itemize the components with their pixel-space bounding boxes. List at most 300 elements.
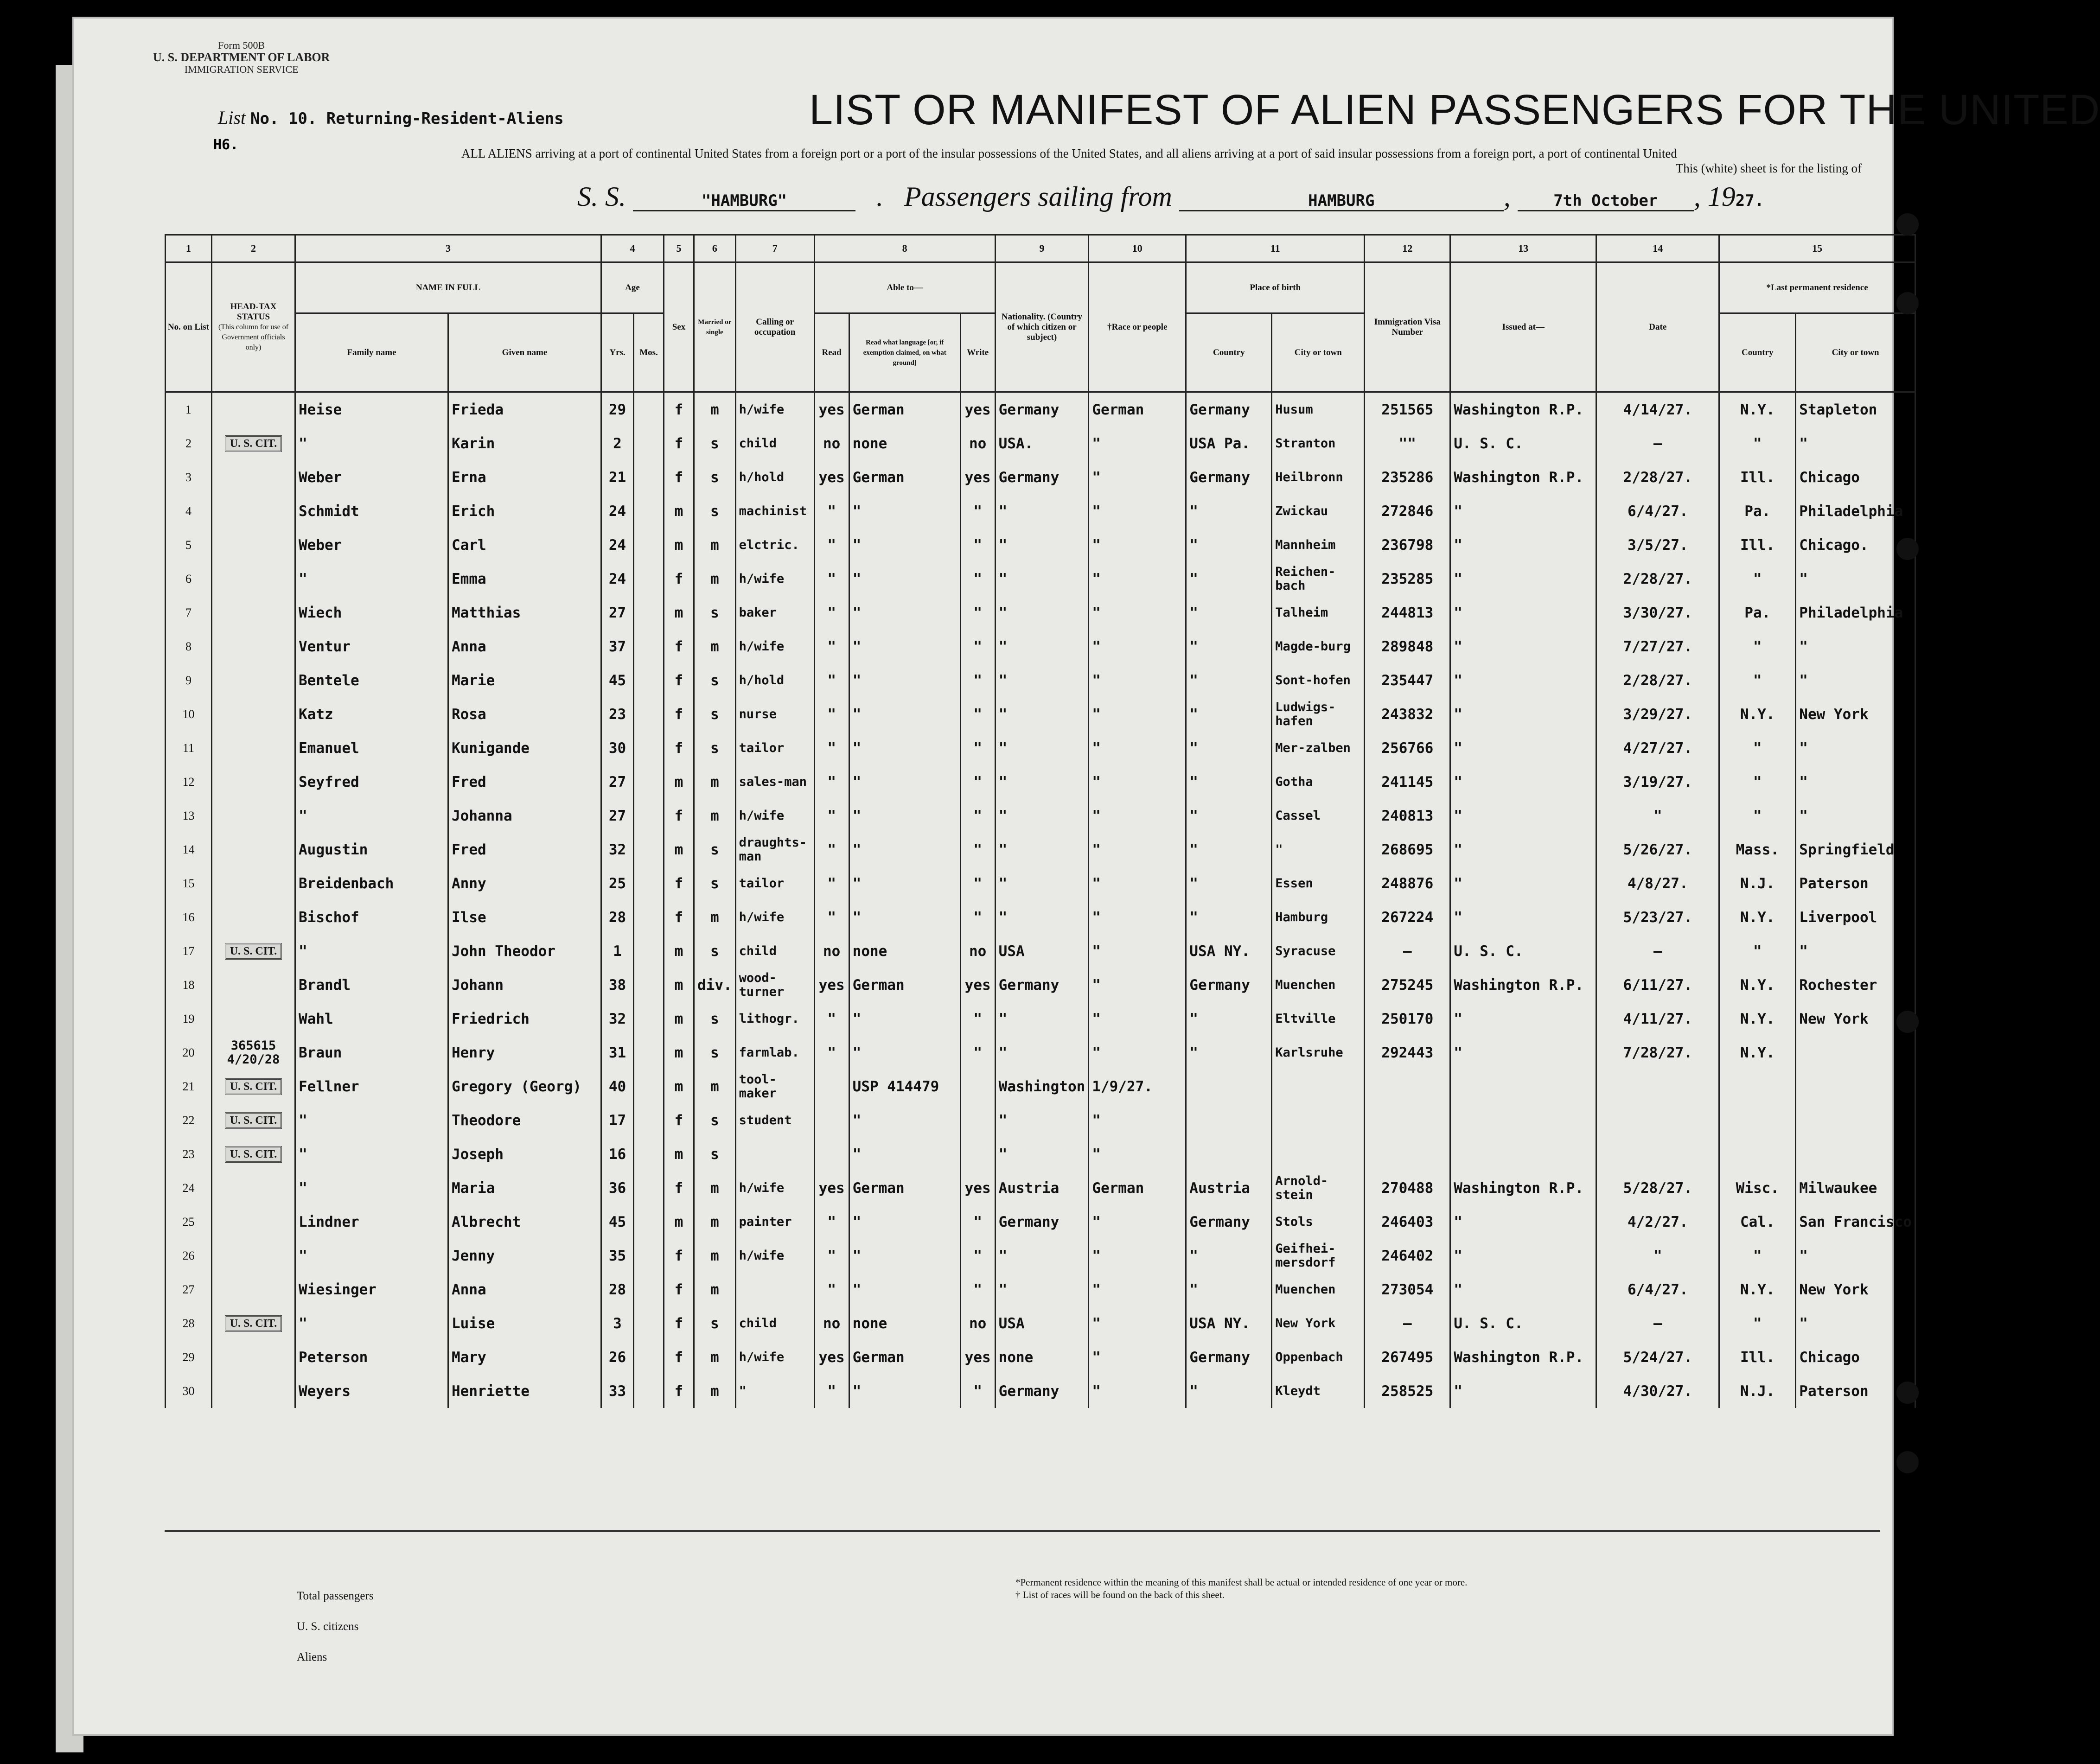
cell-lang: " bbox=[849, 731, 960, 765]
header-visa: Immigration Visa Number bbox=[1365, 262, 1450, 392]
cell-race: " bbox=[1089, 1103, 1186, 1137]
cell-rcity: " bbox=[1796, 630, 1915, 663]
cell-occ: tailor bbox=[735, 731, 814, 765]
cell-rcountry: Mass. bbox=[1719, 833, 1796, 866]
cell-sex: f bbox=[664, 1340, 694, 1374]
cell-race: " bbox=[1089, 968, 1186, 1002]
cell-occ: painter bbox=[735, 1205, 814, 1239]
cell-lang: " bbox=[849, 494, 960, 528]
cell-issued: U. S. C. bbox=[1450, 427, 1596, 460]
cell-date: 5/24/27. bbox=[1596, 1340, 1719, 1374]
cell-nat: " bbox=[995, 765, 1089, 799]
cell-date: 2/28/27. bbox=[1596, 460, 1719, 494]
cell-family: " bbox=[295, 1239, 448, 1273]
cell-read: " bbox=[814, 833, 849, 866]
cell-rcity: Chicago bbox=[1796, 460, 1915, 494]
cell-nat: " bbox=[995, 697, 1089, 731]
cell-given: Theodore bbox=[448, 1103, 601, 1137]
cell-family: Peterson bbox=[295, 1340, 448, 1374]
cell-date: " bbox=[1596, 799, 1719, 833]
cell-write: yes bbox=[960, 1171, 995, 1205]
cell-visa bbox=[1365, 1070, 1450, 1103]
cell-write: " bbox=[960, 494, 995, 528]
us-cit-stamp: U. S. CIT. bbox=[225, 435, 282, 452]
header-name-in-full: NAME IN FULL bbox=[295, 262, 601, 313]
cell-race: " bbox=[1089, 1340, 1186, 1374]
cell-issued: " bbox=[1450, 833, 1596, 866]
cell-lang: " bbox=[849, 1103, 960, 1137]
cell-no: 25 bbox=[166, 1205, 212, 1239]
cell-occ: h/wife bbox=[735, 799, 814, 833]
cell-bcity: Kleydt bbox=[1272, 1374, 1365, 1408]
cell-family: Breidenbach bbox=[295, 866, 448, 900]
binding-hole bbox=[1896, 538, 1919, 560]
cell-yrs: 38 bbox=[601, 968, 634, 1002]
cell-race: " bbox=[1089, 528, 1186, 562]
table-row bbox=[166, 1374, 1915, 1408]
cell-yrs: 25 bbox=[601, 866, 634, 900]
total-passengers-label: Total passengers bbox=[297, 1590, 374, 1602]
header-married: Married or single bbox=[694, 262, 736, 392]
cell-bcountry: " bbox=[1186, 697, 1272, 731]
cell-mos bbox=[634, 596, 664, 630]
cell-no: 24 bbox=[166, 1171, 212, 1205]
cell-lang: " bbox=[849, 596, 960, 630]
cell-issued: " bbox=[1450, 494, 1596, 528]
cell-lang: German bbox=[849, 968, 960, 1002]
cell-given: John Theodor bbox=[448, 934, 601, 968]
cell-mos bbox=[634, 1340, 664, 1374]
header-mos: Mos. bbox=[634, 313, 664, 392]
cell-visa: 268695 bbox=[1365, 833, 1450, 866]
department-name: U. S. DEPARTMENT OF LABOR bbox=[153, 51, 330, 64]
cell-date: 5/26/27. bbox=[1596, 833, 1719, 866]
sailing-port: HAMBURG bbox=[1179, 191, 1504, 211]
cell-occ bbox=[735, 1137, 814, 1171]
cell-bcity: Heilbronn bbox=[1272, 460, 1365, 494]
cell-mos bbox=[634, 1137, 664, 1171]
cell-rcity: New York bbox=[1796, 697, 1915, 731]
cell-yrs: 32 bbox=[601, 1002, 634, 1036]
cell-given: Anny bbox=[448, 866, 601, 900]
cell-date: — bbox=[1596, 1306, 1719, 1340]
cell-read: " bbox=[814, 697, 849, 731]
cell-lang: " bbox=[849, 1137, 960, 1171]
cell-visa: 258525 bbox=[1365, 1374, 1450, 1408]
cell-yrs: 32 bbox=[601, 833, 634, 866]
cell-given: Gregory (Georg) bbox=[448, 1070, 601, 1103]
cell-visa: 251565 bbox=[1365, 392, 1450, 427]
cell-tax bbox=[212, 562, 295, 596]
cell-nat: USA. bbox=[995, 427, 1089, 460]
table-row bbox=[166, 663, 1915, 697]
cell-given: Johann bbox=[448, 968, 601, 1002]
cell-date: 6/4/27. bbox=[1596, 494, 1719, 528]
cell-rcity: New York bbox=[1796, 1273, 1915, 1306]
header-yrs: Yrs. bbox=[601, 313, 634, 392]
cell-no: 4 bbox=[166, 494, 212, 528]
header-birth-city: City or town bbox=[1272, 313, 1365, 392]
binding-hole bbox=[1896, 1011, 1919, 1033]
cell-family: " bbox=[295, 1103, 448, 1137]
cell-read: yes bbox=[814, 968, 849, 1002]
cell-occ: tool-maker bbox=[735, 1070, 814, 1103]
table-row bbox=[166, 1137, 1915, 1171]
cell-given: Joseph bbox=[448, 1137, 601, 1171]
cell-race: " bbox=[1089, 630, 1186, 663]
cell-date: 5/23/27. bbox=[1596, 900, 1719, 934]
cell-sex: m bbox=[664, 1036, 694, 1070]
cell-rcountry: N.Y. bbox=[1719, 392, 1796, 427]
cell-read: " bbox=[814, 900, 849, 934]
cell-yrs: 28 bbox=[601, 900, 634, 934]
cell-visa: 272846 bbox=[1365, 494, 1450, 528]
cell-write: " bbox=[960, 900, 995, 934]
cell-sex: f bbox=[664, 1171, 694, 1205]
cell-write: no bbox=[960, 934, 995, 968]
cell-rcountry: " bbox=[1719, 663, 1796, 697]
cell-occ: lithogr. bbox=[735, 1002, 814, 1036]
cell-family: " bbox=[295, 427, 448, 460]
cell-given: Maria bbox=[448, 1171, 601, 1205]
cell-nat: Austria bbox=[995, 1171, 1089, 1205]
cell-visa: 256766 bbox=[1365, 731, 1450, 765]
cell-read: " bbox=[814, 630, 849, 663]
cell-tax bbox=[212, 392, 295, 427]
cell-issued: " bbox=[1450, 1239, 1596, 1273]
cell-bcountry: " bbox=[1186, 596, 1272, 630]
cell-date: 4/30/27. bbox=[1596, 1374, 1719, 1408]
cell-issued: " bbox=[1450, 528, 1596, 562]
cell-lang: none bbox=[849, 427, 960, 460]
cell-visa: 246402 bbox=[1365, 1239, 1450, 1273]
cell-rcity: " bbox=[1796, 427, 1915, 460]
cell-lang: " bbox=[849, 1036, 960, 1070]
cell-given: Johanna bbox=[448, 799, 601, 833]
cell-issued: Washington R.P. bbox=[1450, 392, 1596, 427]
table-row bbox=[166, 765, 1915, 799]
cell-occ: elctric. bbox=[735, 528, 814, 562]
cell-ms: m bbox=[694, 630, 736, 663]
cell-yrs: 33 bbox=[601, 1374, 634, 1408]
cell-bcountry bbox=[1186, 1070, 1272, 1103]
cell-ms: s bbox=[694, 494, 736, 528]
cell-ms: m bbox=[694, 562, 736, 596]
cell-occ: h/hold bbox=[735, 460, 814, 494]
cell-yrs: 23 bbox=[601, 697, 634, 731]
sail-date: 7th October bbox=[1518, 191, 1694, 211]
cell-rcity: Stapleton bbox=[1796, 392, 1915, 427]
cell-tax bbox=[212, 934, 295, 968]
cell-no: 29 bbox=[166, 1340, 212, 1374]
subtitle-line-2: This (white) sheet is for the listing of bbox=[1675, 161, 1862, 175]
cell-visa: 241145 bbox=[1365, 765, 1450, 799]
cell-issued: " bbox=[1450, 697, 1596, 731]
table-row bbox=[166, 1239, 1915, 1273]
cell-nat: " bbox=[995, 528, 1089, 562]
cell-lang: " bbox=[849, 1273, 960, 1306]
cell-rcountry: " bbox=[1719, 1239, 1796, 1273]
binding-hole bbox=[1896, 213, 1919, 236]
cell-tax bbox=[212, 833, 295, 866]
cell-yrs: 36 bbox=[601, 1171, 634, 1205]
cell-issued: " bbox=[1450, 1205, 1596, 1239]
cell-family: Lindner bbox=[295, 1205, 448, 1239]
cell-read: " bbox=[814, 1002, 849, 1036]
col-num: 10 bbox=[1089, 235, 1186, 262]
cell-bcountry: " bbox=[1186, 494, 1272, 528]
cell-date bbox=[1596, 1137, 1719, 1171]
cell-rcity: Paterson bbox=[1796, 1374, 1915, 1408]
cell-family: Katz bbox=[295, 697, 448, 731]
table-row bbox=[166, 1306, 1915, 1340]
cell-visa: 270488 bbox=[1365, 1171, 1450, 1205]
cell-family: Wahl bbox=[295, 1002, 448, 1036]
cell-bcity: Muenchen bbox=[1272, 1273, 1365, 1306]
cell-given: Kunigande bbox=[448, 731, 601, 765]
cell-bcity: Gotha bbox=[1272, 765, 1365, 799]
cell-race: " bbox=[1089, 1239, 1186, 1273]
cell-no: 26 bbox=[166, 1239, 212, 1273]
cell-rcity: Philadelphia bbox=[1796, 494, 1915, 528]
header-sex: Sex bbox=[664, 262, 694, 392]
cell-bcity: Husum bbox=[1272, 392, 1365, 427]
cell-date: 5/28/27. bbox=[1596, 1171, 1719, 1205]
cell-sex: f bbox=[664, 562, 694, 596]
page-title: LIST OR MANIFEST OF ALIEN PASSENGERS FOR THE UNITED bbox=[809, 86, 2100, 134]
cell-occ: tailor bbox=[735, 866, 814, 900]
cell-mos bbox=[634, 1002, 664, 1036]
cell-read: " bbox=[814, 1273, 849, 1306]
table-row bbox=[166, 630, 1915, 663]
cell-rcity: " bbox=[1796, 663, 1915, 697]
cell-sex: f bbox=[664, 427, 694, 460]
cell-visa: 275245 bbox=[1365, 968, 1450, 1002]
cell-mos bbox=[634, 1374, 664, 1408]
cell-family: Wiesinger bbox=[295, 1273, 448, 1306]
cell-race: " bbox=[1089, 866, 1186, 900]
cell-bcountry: " bbox=[1186, 528, 1272, 562]
cell-given: Friedrich bbox=[448, 1002, 601, 1036]
cell-bcity: Mer-zalben bbox=[1272, 731, 1365, 765]
cell-rcountry: " bbox=[1719, 799, 1796, 833]
cell-sex: m bbox=[664, 765, 694, 799]
cell-nat: " bbox=[995, 1036, 1089, 1070]
list-value: No. 10. Returning-Resident-Aliens bbox=[250, 109, 564, 128]
cell-bcountry: Germany bbox=[1186, 1340, 1272, 1374]
cell-rcity: Chicago. bbox=[1796, 528, 1915, 562]
cell-tax bbox=[212, 1070, 295, 1103]
cell-rcountry: Ill. bbox=[1719, 460, 1796, 494]
col-num: 1 bbox=[166, 235, 212, 262]
table-row bbox=[166, 460, 1915, 494]
cell-ms: m bbox=[694, 392, 736, 427]
cell-nat: Germany bbox=[995, 392, 1089, 427]
us-cit-stamp: U. S. CIT. bbox=[225, 943, 282, 960]
cell-tax bbox=[212, 1205, 295, 1239]
cell-mos bbox=[634, 1205, 664, 1239]
cell-mos bbox=[634, 460, 664, 494]
cell-no: 3 bbox=[166, 460, 212, 494]
cell-race: " bbox=[1089, 1306, 1186, 1340]
cell-bcountry: " bbox=[1186, 866, 1272, 900]
cell-tax: 365615 4/20/28 bbox=[212, 1036, 295, 1070]
cell-ms: m bbox=[694, 1374, 736, 1408]
cell-nat: " bbox=[995, 833, 1089, 866]
cell-bcountry bbox=[1186, 1137, 1272, 1171]
cell-rcity: " bbox=[1796, 1306, 1915, 1340]
cell-occ: h/wife bbox=[735, 900, 814, 934]
cell-yrs: 31 bbox=[601, 1036, 634, 1070]
cell-occ: child bbox=[735, 1306, 814, 1340]
cell-tax bbox=[212, 1002, 295, 1036]
cell-issued: " bbox=[1450, 900, 1596, 934]
cell-read: " bbox=[814, 1239, 849, 1273]
cell-bcity: Karlsruhe bbox=[1272, 1036, 1365, 1070]
us-cit-stamp: U. S. CIT. bbox=[225, 1078, 282, 1095]
col-num: 9 bbox=[995, 235, 1089, 262]
cell-write: " bbox=[960, 528, 995, 562]
cell-issued bbox=[1450, 1137, 1596, 1171]
list-number bbox=[218, 107, 564, 128]
header-read: Read bbox=[814, 313, 849, 392]
cell-lang: " bbox=[849, 799, 960, 833]
cell-tax bbox=[212, 1137, 295, 1171]
ss-label: S. S. bbox=[577, 181, 626, 212]
cell-read: " bbox=[814, 799, 849, 833]
sailing-label: Passengers sailing from bbox=[904, 181, 1172, 212]
cell-bcity: Essen bbox=[1272, 866, 1365, 900]
cell-mos bbox=[634, 1273, 664, 1306]
cell-ms: s bbox=[694, 1137, 736, 1171]
cell-visa: 243832 bbox=[1365, 697, 1450, 731]
cell-tax bbox=[212, 494, 295, 528]
col-num: 4 bbox=[601, 235, 664, 262]
cell-family: Emanuel bbox=[295, 731, 448, 765]
cell-race: " bbox=[1089, 1374, 1186, 1408]
cell-race: German bbox=[1089, 1171, 1186, 1205]
header-read-what: Read what language [or, if exemption claimed, on what ground] bbox=[849, 313, 960, 392]
cell-bcountry: " bbox=[1186, 1273, 1272, 1306]
cell-write: no bbox=[960, 1306, 995, 1340]
cell-sex: f bbox=[664, 1374, 694, 1408]
table-row bbox=[166, 866, 1915, 900]
cell-sex: f bbox=[664, 460, 694, 494]
cell-given: Jenny bbox=[448, 1239, 601, 1273]
table-row bbox=[166, 1103, 1915, 1137]
cell-bcountry: Austria bbox=[1186, 1171, 1272, 1205]
header-race: †Race or people bbox=[1089, 262, 1186, 392]
cell-ms: s bbox=[694, 1002, 736, 1036]
cell-no: 13 bbox=[166, 799, 212, 833]
cell-rcity: Springfield bbox=[1796, 833, 1915, 866]
cell-write: no bbox=[960, 427, 995, 460]
cell-issued: U. S. C. bbox=[1450, 1306, 1596, 1340]
cell-read: " bbox=[814, 663, 849, 697]
us-cit-stamp: U. S. CIT. bbox=[225, 1315, 282, 1332]
cell-sex: m bbox=[664, 1002, 694, 1036]
cell-rcity: Liverpool bbox=[1796, 900, 1915, 934]
cell-given: Erich bbox=[448, 494, 601, 528]
cell-yrs: 26 bbox=[601, 1340, 634, 1374]
cell-lang: German bbox=[849, 1340, 960, 1374]
cell-tax bbox=[212, 1171, 295, 1205]
cell-rcountry bbox=[1719, 1070, 1796, 1103]
table-row bbox=[166, 968, 1915, 1002]
header-birth-country: Country bbox=[1186, 313, 1272, 392]
cell-mos bbox=[634, 697, 664, 731]
cell-family: Schmidt bbox=[295, 494, 448, 528]
cell-write: " bbox=[960, 663, 995, 697]
table-row bbox=[166, 494, 1915, 528]
cell-nat: Germany bbox=[995, 968, 1089, 1002]
cell-given: Anna bbox=[448, 1273, 601, 1306]
table-bottom-rule bbox=[165, 1530, 1880, 1532]
cell-ms: m bbox=[694, 1205, 736, 1239]
cell-date: 6/11/27. bbox=[1596, 968, 1719, 1002]
cell-occ: draughts-man bbox=[735, 833, 814, 866]
cell-yrs: 28 bbox=[601, 1273, 634, 1306]
cell-mos bbox=[634, 765, 664, 799]
cell-family: Bentele bbox=[295, 663, 448, 697]
cell-rcountry: Cal. bbox=[1719, 1205, 1796, 1239]
cell-ms: m bbox=[694, 765, 736, 799]
cell-no: 22 bbox=[166, 1103, 212, 1137]
us-cit-stamp: U. S. CIT. bbox=[225, 1146, 282, 1163]
cell-race: " bbox=[1089, 1273, 1186, 1306]
header-last-residence: *Last permanent residence bbox=[1719, 262, 1915, 313]
cell-mos bbox=[634, 630, 664, 663]
cell-visa bbox=[1365, 1103, 1450, 1137]
us-citizens-label: U. S. citizens bbox=[297, 1620, 359, 1633]
cell-rcountry bbox=[1719, 1103, 1796, 1137]
cell-issued: Washington R.P. bbox=[1450, 1340, 1596, 1374]
header-head-tax bbox=[212, 262, 295, 392]
cell-yrs: 24 bbox=[601, 562, 634, 596]
cell-family: Seyfred bbox=[295, 765, 448, 799]
list-label: List bbox=[218, 107, 246, 128]
table-row bbox=[166, 799, 1915, 833]
header-no-on-list: No. on List bbox=[166, 262, 212, 392]
head-tax-label: HEAD-TAX STATUS bbox=[230, 301, 277, 322]
cell-tax bbox=[212, 697, 295, 731]
cell-tax bbox=[212, 630, 295, 663]
cell-lang: none bbox=[849, 1306, 960, 1340]
service-name: IMMIGRATION SERVICE bbox=[184, 64, 299, 75]
cell-read: yes bbox=[814, 1340, 849, 1374]
cell-yrs: 16 bbox=[601, 1137, 634, 1171]
cell-read: yes bbox=[814, 460, 849, 494]
table-row bbox=[166, 1340, 1915, 1374]
cell-mos bbox=[634, 1171, 664, 1205]
cell-bcity: " bbox=[1272, 833, 1365, 866]
cell-bcountry: " bbox=[1186, 833, 1272, 866]
cell-bcountry: Germany bbox=[1186, 1205, 1272, 1239]
cell-write: " bbox=[960, 1036, 995, 1070]
cell-given: Carl bbox=[448, 528, 601, 562]
cell-occ: h/wife bbox=[735, 1340, 814, 1374]
cell-race: " bbox=[1089, 1137, 1186, 1171]
page-subtitle bbox=[461, 146, 1862, 176]
cell-read: " bbox=[814, 596, 849, 630]
cell-issued: " bbox=[1450, 596, 1596, 630]
cell-bcity: Syracuse bbox=[1272, 934, 1365, 968]
cell-issued: " bbox=[1450, 731, 1596, 765]
cell-date: 4/27/27. bbox=[1596, 731, 1719, 765]
cell-mos bbox=[634, 1103, 664, 1137]
cell-ms: s bbox=[694, 596, 736, 630]
cell-rcountry: Ill. bbox=[1719, 1340, 1796, 1374]
